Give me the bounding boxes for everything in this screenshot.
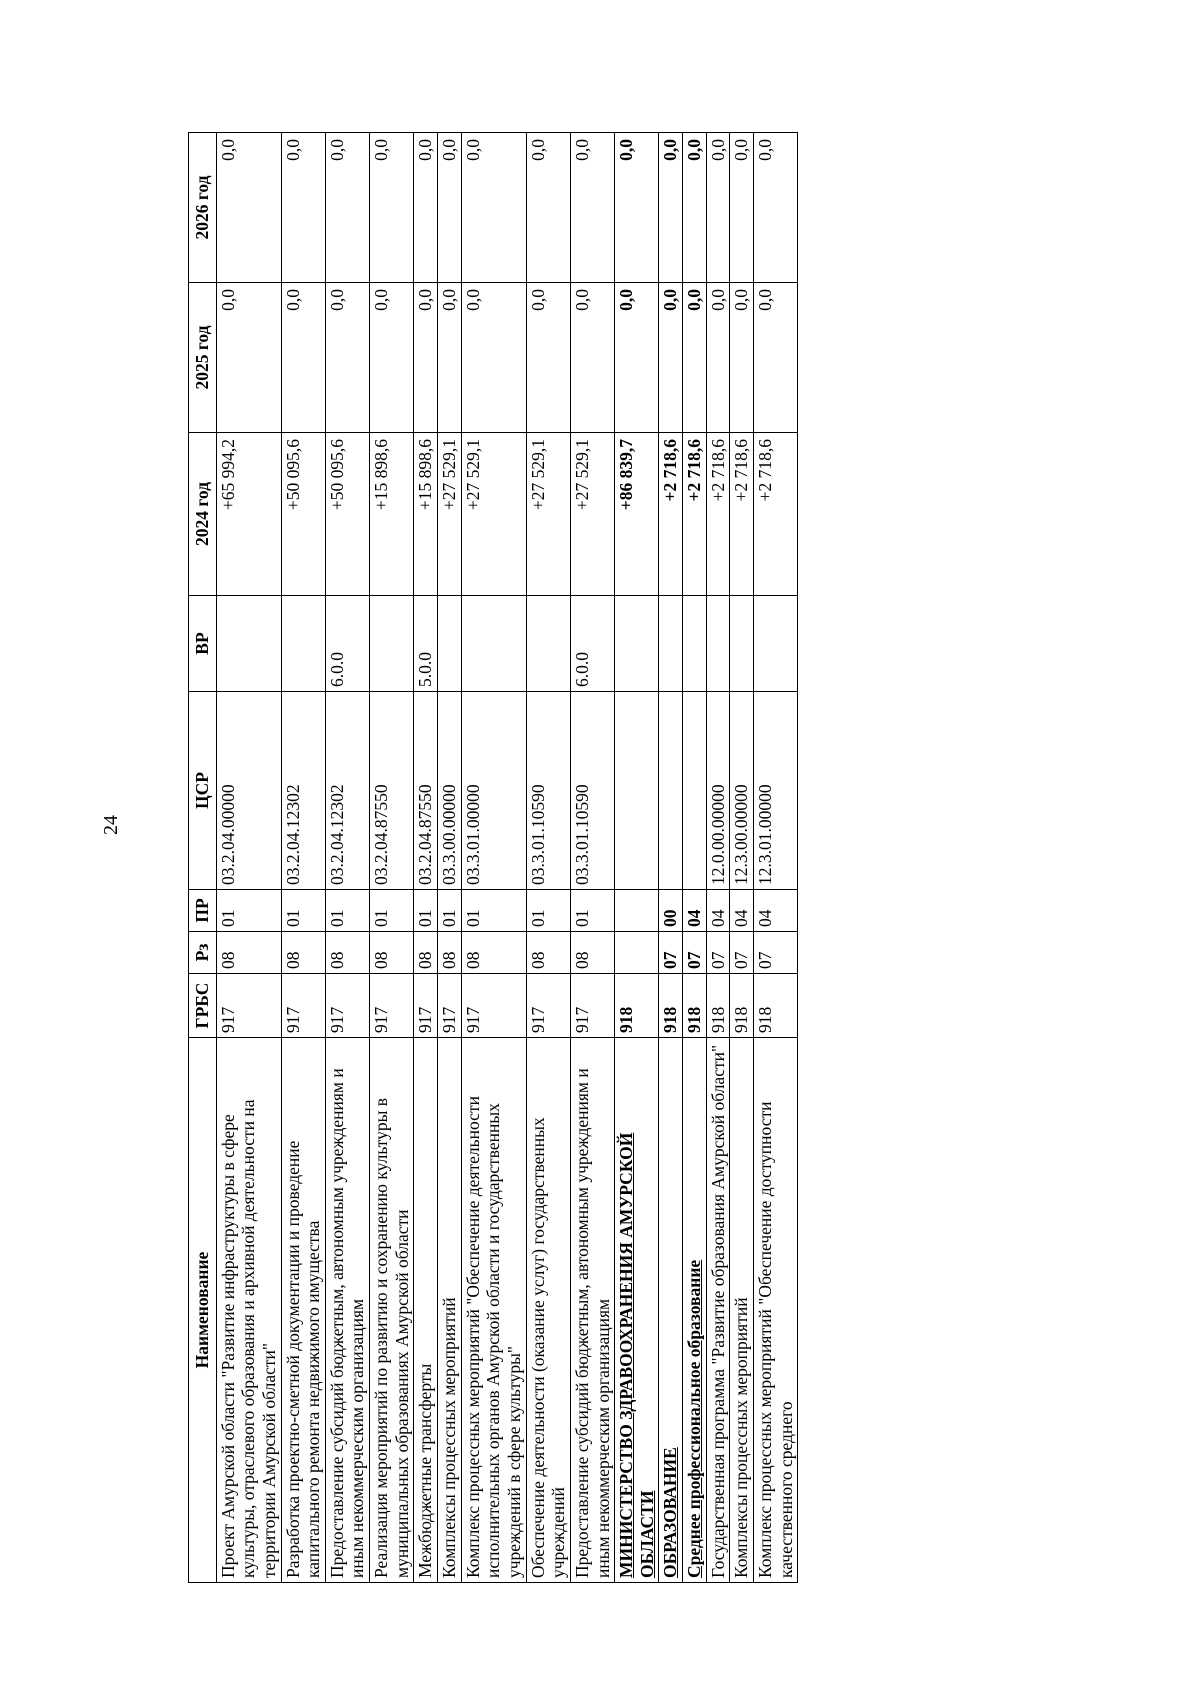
name-cell: ОБРАЗОВАНИЕ — [659, 1038, 683, 1583]
pr-cell: 01 — [414, 890, 438, 932]
pr-cell: 01 — [570, 890, 614, 932]
column-header: 2024 год — [189, 433, 217, 596]
vr-cell — [683, 596, 707, 692]
pr-cell: 00 — [659, 890, 683, 932]
column-header: ВР — [189, 596, 217, 692]
column-header: ГРБС — [189, 974, 217, 1038]
pr-cell: 01 — [438, 890, 462, 932]
csr-cell: 12.3.00.00000 — [730, 692, 754, 890]
vr-cell — [659, 596, 683, 692]
vr-cell — [281, 596, 325, 692]
csr-cell: 03.3.01.10590 — [526, 692, 570, 890]
column-header: 2025 год — [189, 283, 217, 433]
value-2026-cell: 0,0 — [570, 133, 614, 283]
value-2024-cell: +65 994,2 — [216, 433, 281, 596]
column-header: ПР — [189, 890, 217, 932]
pr-cell: 01 — [526, 890, 570, 932]
value-2025-cell: 0,0 — [683, 283, 707, 433]
value-2026-cell: 0,0 — [730, 133, 754, 283]
grbs-cell: 917 — [370, 974, 414, 1038]
value-2024-cell: +27 529,1 — [570, 433, 614, 596]
value-2025-cell: 0,0 — [730, 283, 754, 433]
table-row — [706, 133, 730, 1583]
value-2025-cell: 0,0 — [659, 283, 683, 433]
name-cell: Предоставление субсидий бюджетным, автономным учреждениям и иным некоммерческим организациям — [325, 1038, 369, 1583]
grbs-cell: 917 — [526, 974, 570, 1038]
csr-cell: 03.3.00.00000 — [438, 692, 462, 890]
table-row — [730, 133, 754, 1583]
value-2026-cell: 0,0 — [281, 133, 325, 283]
csr-cell: 03.2.04.12302 — [281, 692, 325, 890]
grbs-cell: 918 — [706, 974, 730, 1038]
value-2024-cell: +15 898,6 — [414, 433, 438, 596]
table-row — [438, 133, 462, 1583]
value-2024-cell: +2 718,6 — [730, 433, 754, 596]
grbs-cell: 917 — [325, 974, 369, 1038]
page-number: 24 — [100, 815, 122, 835]
vr-cell — [730, 596, 754, 692]
vr-cell: 6.0.0 — [325, 596, 369, 692]
rz-cell: 07 — [659, 932, 683, 974]
rz-cell: 08 — [325, 932, 369, 974]
pr-cell: 01 — [461, 890, 526, 932]
name-cell: Обеспечение деятельности (оказание услуг) государственных учреждений — [526, 1038, 570, 1583]
value-2025-cell: 0,0 — [325, 283, 369, 433]
value-2025-cell: 0,0 — [754, 283, 798, 433]
name-cell: Комплекс процессных мероприятий "Обеспечение доступности качественного среднего — [754, 1038, 798, 1583]
csr-cell: 03.3.01.00000 — [461, 692, 526, 890]
pr-cell: 01 — [325, 890, 369, 932]
csr-cell: 12.0.00.00000 — [706, 692, 730, 890]
value-2025-cell: 0,0 — [461, 283, 526, 433]
vr-cell: 6.0.0 — [570, 596, 614, 692]
vr-cell — [706, 596, 730, 692]
value-2025-cell: 0,0 — [706, 283, 730, 433]
grbs-cell: 917 — [414, 974, 438, 1038]
grbs-cell: 918 — [730, 974, 754, 1038]
table-row — [570, 133, 614, 1583]
csr-cell: 12.3.01.00000 — [754, 692, 798, 890]
table-row — [281, 133, 325, 1583]
name-cell: Комплекс процессных мероприятий "Обеспечение деятельности исполнительных органов Амурской области и государственных учреждений в сфере культуры" — [461, 1038, 526, 1583]
table-body — [216, 133, 798, 1583]
table-row — [216, 133, 281, 1583]
table-container — [188, 133, 1027, 1583]
grbs-cell: 917 — [216, 974, 281, 1038]
name-cell: Реализация мероприятий по развитию и сохранению культуры в муниципальных образованиях Амурской области — [370, 1038, 414, 1583]
value-2026-cell: 0,0 — [461, 133, 526, 283]
value-2024-cell: +2 718,6 — [706, 433, 730, 596]
table-row — [754, 133, 798, 1583]
rz-cell: 07 — [706, 932, 730, 974]
table-header-row — [189, 133, 217, 1583]
pr-cell: 01 — [281, 890, 325, 932]
table-row — [370, 133, 414, 1583]
grbs-cell: 917 — [438, 974, 462, 1038]
table-row — [414, 133, 438, 1583]
table-row — [526, 133, 570, 1583]
pr-cell — [615, 890, 659, 932]
rz-cell: 07 — [683, 932, 707, 974]
value-2024-cell: +2 718,6 — [754, 433, 798, 596]
pr-cell: 01 — [370, 890, 414, 932]
vr-cell: 5.0.0 — [414, 596, 438, 692]
rz-cell: 08 — [414, 932, 438, 974]
name-cell: Межбюджетные трансферты — [414, 1038, 438, 1583]
grbs-cell: 918 — [754, 974, 798, 1038]
grbs-cell: 918 — [615, 974, 659, 1038]
csr-cell — [683, 692, 707, 890]
value-2025-cell: 0,0 — [281, 283, 325, 433]
value-2024-cell: +86 839,7 — [615, 433, 659, 596]
value-2025-cell: 0,0 — [370, 283, 414, 433]
value-2025-cell: 0,0 — [526, 283, 570, 433]
vr-cell — [438, 596, 462, 692]
pr-cell: 01 — [216, 890, 281, 932]
grbs-cell: 917 — [570, 974, 614, 1038]
table-row — [683, 133, 707, 1583]
name-cell: Предоставление субсидий бюджетным, автономным учреждениям и иным некоммерческим организациям — [570, 1038, 614, 1583]
vr-cell — [216, 596, 281, 692]
csr-cell: 03.2.04.00000 — [216, 692, 281, 890]
grbs-cell: 918 — [683, 974, 707, 1038]
value-2026-cell: 0,0 — [683, 133, 707, 283]
value-2024-cell: +50 095,6 — [325, 433, 369, 596]
value-2026-cell: 0,0 — [615, 133, 659, 283]
value-2024-cell: +15 898,6 — [370, 433, 414, 596]
rz-cell: 08 — [370, 932, 414, 974]
value-2024-cell: +2 718,6 — [683, 433, 707, 596]
value-2024-cell: +27 529,1 — [438, 433, 462, 596]
value-2026-cell: 0,0 — [370, 133, 414, 283]
vr-cell — [754, 596, 798, 692]
csr-cell — [615, 692, 659, 890]
value-2025-cell: 0,0 — [570, 283, 614, 433]
name-cell: Среднее профессиональное образование — [683, 1038, 707, 1583]
value-2024-cell: +27 529,1 — [526, 433, 570, 596]
column-header: 2026 год — [189, 133, 217, 283]
value-2024-cell: +2 718,6 — [659, 433, 683, 596]
column-header: ЦСР — [189, 692, 217, 890]
grbs-cell: 918 — [659, 974, 683, 1038]
table-row — [325, 133, 369, 1583]
rz-cell: 08 — [461, 932, 526, 974]
column-header: Наименование — [189, 1038, 217, 1583]
rz-cell: 07 — [754, 932, 798, 974]
rz-cell: 08 — [438, 932, 462, 974]
rz-cell — [615, 932, 659, 974]
value-2026-cell: 0,0 — [414, 133, 438, 283]
value-2026-cell: 0,0 — [438, 133, 462, 283]
value-2026-cell: 0,0 — [325, 133, 369, 283]
csr-cell — [659, 692, 683, 890]
value-2025-cell: 0,0 — [216, 283, 281, 433]
value-2025-cell: 0,0 — [414, 283, 438, 433]
name-cell: Комплексы процессных мероприятий — [438, 1038, 462, 1583]
table-row — [659, 133, 683, 1583]
table-row — [461, 133, 526, 1583]
vr-cell — [370, 596, 414, 692]
name-cell: МИНИСТЕРСТВО ЗДРАВООХРАНЕНИЯ АМУРСКОЙ ОБЛАСТИ — [615, 1038, 659, 1583]
value-2025-cell: 0,0 — [438, 283, 462, 433]
value-2025-cell: 0,0 — [615, 283, 659, 433]
value-2024-cell: +27 529,1 — [461, 433, 526, 596]
csr-cell: 03.3.01.10590 — [570, 692, 614, 890]
table-row — [615, 133, 659, 1583]
column-header: Рз — [189, 932, 217, 974]
rz-cell: 08 — [570, 932, 614, 974]
vr-cell — [461, 596, 526, 692]
csr-cell: 03.2.04.87550 — [414, 692, 438, 890]
value-2026-cell: 0,0 — [706, 133, 730, 283]
vr-cell — [615, 596, 659, 692]
pr-cell: 04 — [706, 890, 730, 932]
rz-cell: 08 — [281, 932, 325, 974]
rz-cell: 07 — [730, 932, 754, 974]
grbs-cell: 917 — [461, 974, 526, 1038]
csr-cell: 03.2.04.87550 — [370, 692, 414, 890]
name-cell: Проект Амурской области "Развитие инфраструктуры в сфере культуры, отраслевого образования и архивной деятельности на территории Амурской области" — [216, 1038, 281, 1583]
rz-cell: 08 — [216, 932, 281, 974]
pr-cell: 04 — [754, 890, 798, 932]
value-2026-cell: 0,0 — [659, 133, 683, 283]
grbs-cell: 917 — [281, 974, 325, 1038]
value-2026-cell: 0,0 — [754, 133, 798, 283]
budget-table — [188, 132, 798, 1583]
pr-cell: 04 — [683, 890, 707, 932]
csr-cell: 03.2.04.12302 — [325, 692, 369, 890]
pr-cell: 04 — [730, 890, 754, 932]
value-2026-cell: 0,0 — [216, 133, 281, 283]
value-2026-cell: 0,0 — [526, 133, 570, 283]
vr-cell — [526, 596, 570, 692]
value-2024-cell: +50 095,6 — [281, 433, 325, 596]
name-cell: Разработка проектно-сметной документации и проведение капитального ремонта недвижимого имущества — [281, 1038, 325, 1583]
name-cell: Комплексы процессных мероприятий — [730, 1038, 754, 1583]
name-cell: Государственная программа "Развитие образования Амурской области" — [706, 1038, 730, 1583]
rz-cell: 08 — [526, 932, 570, 974]
